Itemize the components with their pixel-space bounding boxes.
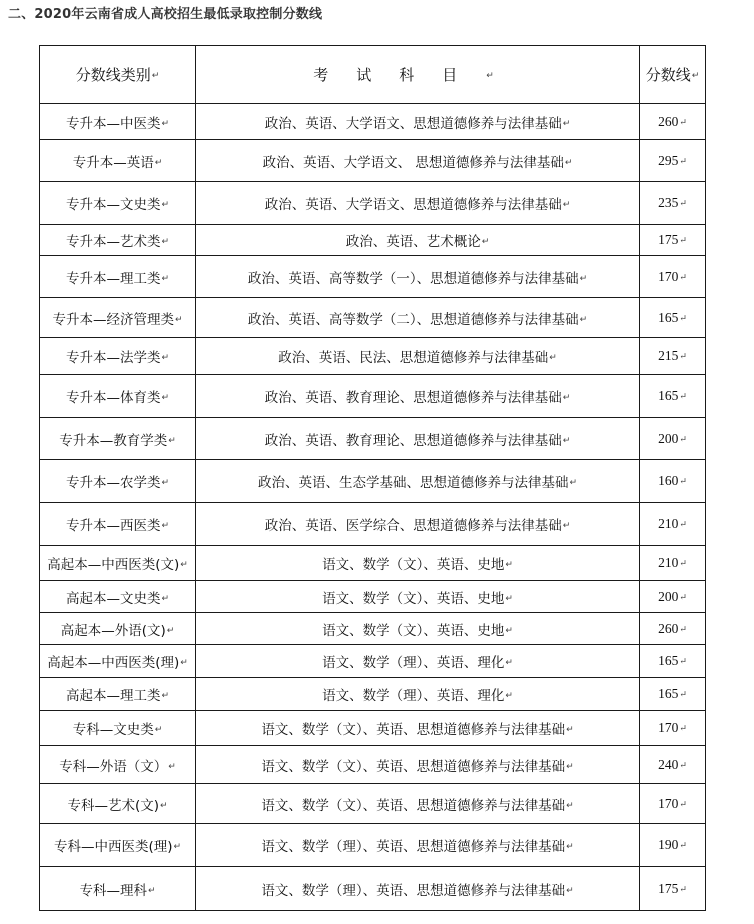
cell-subjects-text: 政治、英语、教育理论、思想道德修养与法律基础 [264, 432, 562, 449]
cell-category-text: 专科—文史类 [72, 722, 154, 738]
return-mark: ↵ [562, 393, 571, 403]
return-mark: ↵ [564, 157, 573, 168]
cell-category-text: 专升本—体育类 [65, 390, 161, 406]
cell-category [40, 867, 196, 911]
cell-category [40, 460, 196, 503]
cell-subjects-text: 政治、英语、生态学基础、思想道德修养与法律基础 [257, 475, 569, 491]
return-mark: ↵ [679, 656, 687, 667]
cell-category-text: 高起本—外语(文) [60, 622, 166, 639]
table-row [40, 784, 706, 824]
cell-subjects-text: 语文、数学（理）、英语、思想道德修养与法律基础 [261, 882, 566, 899]
cell-subjects-text: 语文、数学（理）、英语、思想道德修养与法律基础 [261, 839, 566, 855]
cell-subjects-text: 政治、英语、教育理论、思想道德修养与法律基础 [264, 390, 562, 406]
return-mark: ↵ [679, 591, 687, 602]
return-mark: ↵ [161, 478, 170, 488]
return-mark: ↵ [679, 558, 687, 569]
cell-category-text: 专科—外语（文） [59, 758, 168, 775]
cell-category-text: 专升本—英语 [72, 154, 154, 171]
return-mark: ↵ [562, 118, 571, 129]
return-mark: ↵ [161, 237, 170, 247]
return-mark: ↵ [549, 353, 557, 363]
cell-subjects-text: 语文、数学（文）、英语、思想道德修养与法律基础 [261, 797, 566, 814]
cell-subjects-text: 政治、英语、高等数学（二）、思想道德修养与法律基础 [247, 311, 579, 328]
cell-category [40, 645, 196, 678]
cell-category-text: 高起本—中西医类(文) [47, 557, 180, 573]
cell-subjects [196, 503, 640, 546]
cell-subjects-text: 政治、英语、医学综合、思想道德修养与法律基础 [264, 518, 562, 534]
cell-subjects [196, 182, 640, 225]
return-mark: ↵ [161, 353, 170, 363]
cell-category-text: 专升本—中医类 [65, 115, 161, 132]
cell-subjects [196, 418, 640, 460]
cell-subjects [196, 104, 640, 140]
return-mark: ↵ [679, 155, 687, 166]
table-row [40, 503, 706, 546]
cell-category-text: 专升本—教育学类 [59, 432, 168, 449]
return-mark: ↵ [579, 314, 588, 325]
return-mark: ↵ [679, 883, 687, 894]
table-row [40, 418, 706, 460]
cell-score [640, 182, 706, 225]
cell-category [40, 298, 196, 338]
return-mark: ↵ [679, 351, 687, 362]
header-subjects: 考试科目↵ [196, 46, 640, 104]
cell-subjects [196, 645, 640, 678]
cell-category [40, 225, 196, 256]
return-mark: ↵ [147, 885, 156, 896]
table-row [40, 824, 706, 867]
return-mark: ↵ [679, 312, 687, 323]
cell-category [40, 256, 196, 298]
cell-score-text: 260 [658, 113, 679, 129]
return-mark: ↵ [679, 519, 687, 530]
cell-subjects-text: 政治、英语、大学语文、 思想道德修养与法律基础 [262, 154, 564, 171]
return-mark: ↵ [566, 885, 574, 896]
cell-score [640, 613, 706, 645]
return-mark: ↵ [679, 689, 687, 700]
return-mark: ↵ [161, 393, 170, 403]
cell-score-text: 210 [658, 555, 679, 570]
return-mark: ↵ [679, 116, 687, 127]
table-row [40, 613, 706, 645]
return-mark: ↵ [160, 800, 168, 811]
cell-category-text: 专升本—艺术类 [65, 234, 161, 250]
page-title: 二、2020年云南省成人高校招生最低录取控制分数线 [8, 7, 323, 22]
return-mark: ↵ [173, 842, 182, 852]
table-row [40, 460, 706, 503]
table-row [40, 678, 706, 711]
cell-subjects [196, 225, 640, 256]
cell-score-text: 170 [658, 795, 679, 811]
cell-score-text: 190 [658, 837, 679, 852]
return-mark: ↵ [691, 70, 700, 81]
return-mark: ↵ [161, 521, 170, 531]
cell-category [40, 182, 196, 225]
cell-category [40, 338, 196, 375]
cell-subjects [196, 613, 640, 645]
header-score: 分数线↵ [640, 46, 706, 104]
cell-category-text: 专升本—西医类 [65, 518, 161, 534]
cell-subjects [196, 824, 640, 867]
cell-category [40, 678, 196, 711]
return-mark: ↵ [486, 70, 522, 81]
table-row [40, 546, 706, 581]
cell-category [40, 140, 196, 182]
cell-score [640, 140, 706, 182]
return-mark: ↵ [566, 800, 574, 811]
cell-score-text: 160 [658, 473, 679, 488]
table-row [40, 338, 706, 375]
cell-category-text: 高起本—中西医类(理) [47, 655, 180, 671]
return-mark: ↵ [569, 478, 578, 488]
cell-score [640, 503, 706, 546]
return-mark: ↵ [168, 761, 176, 772]
cell-score-text: 210 [658, 516, 679, 531]
return-mark: ↵ [154, 725, 163, 735]
return-mark: ↵ [505, 593, 513, 604]
cell-score [640, 256, 706, 298]
cell-category [40, 613, 196, 645]
cell-subjects [196, 338, 640, 375]
cell-score-text: 240 [658, 756, 679, 772]
cell-subjects [196, 581, 640, 613]
cell-subjects-text: 政治、英语、高等数学（一）、思想道德修养与法律基础 [247, 270, 579, 287]
cell-subjects [196, 460, 640, 503]
cell-score-text: 175 [658, 232, 679, 247]
cell-subjects [196, 298, 640, 338]
cell-subjects [196, 256, 640, 298]
cell-subjects [196, 867, 640, 911]
return-mark: ↵ [505, 658, 513, 668]
return-mark: ↵ [679, 723, 687, 734]
cell-subjects-text: 政治、英语、艺术概论 [345, 234, 481, 250]
cell-subjects-text: 语文、数学（文）、英语、史地 [322, 590, 505, 607]
return-mark: ↵ [566, 725, 574, 735]
return-mark: ↵ [679, 623, 687, 634]
table-row [40, 225, 706, 256]
cell-subjects [196, 375, 640, 418]
table-row [40, 711, 706, 746]
return-mark: ↵ [562, 435, 571, 446]
cell-score [640, 678, 706, 711]
cell-score-text: 215 [658, 348, 679, 363]
return-mark: ↵ [566, 842, 574, 852]
return-mark: ↵ [505, 691, 513, 701]
table-row [40, 867, 706, 911]
cell-category [40, 375, 196, 418]
return-mark: ↵ [161, 273, 170, 284]
cell-category [40, 104, 196, 140]
return-mark: ↵ [174, 314, 183, 325]
cell-score [640, 784, 706, 824]
cell-category-text: 专升本—农学类 [65, 475, 161, 491]
cell-score [640, 375, 706, 418]
return-mark: ↵ [505, 625, 513, 636]
cell-category-text: 专科—中西医类(理) [53, 839, 173, 855]
return-mark: ↵ [679, 198, 687, 209]
return-mark: ↵ [161, 593, 170, 604]
table-row [40, 104, 706, 140]
cell-subjects-text: 语文、数学（文）、英语、思想道德修养与法律基础 [261, 722, 566, 738]
cell-score-text: 170 [658, 720, 679, 735]
return-mark: ↵ [579, 273, 588, 284]
cell-subjects [196, 784, 640, 824]
header-category: 分数线类别↵ [40, 46, 196, 104]
cell-score-text: 165 [658, 653, 679, 668]
cell-score-text: 235 [658, 195, 679, 210]
cell-category-text: 专升本—理工类 [65, 270, 161, 287]
score-table [39, 45, 706, 911]
return-mark: ↵ [161, 200, 170, 210]
cell-score [640, 824, 706, 867]
cell-score-text: 170 [658, 268, 679, 284]
cell-score [640, 581, 706, 613]
return-mark: ↵ [679, 433, 687, 444]
cell-category [40, 503, 196, 546]
table-row [40, 256, 706, 298]
cell-subjects-text: 政治、英语、大学语文、思想道德修养与法律基础 [264, 197, 562, 213]
cell-category [40, 418, 196, 460]
table-body [40, 104, 706, 911]
return-mark: ↵ [679, 840, 687, 851]
cell-score [640, 104, 706, 140]
cell-category-text: 专科—艺术(文) [67, 797, 159, 814]
cell-score [640, 298, 706, 338]
return-mark: ↵ [562, 521, 571, 531]
cell-category-text: 高起本—理工类 [65, 688, 161, 704]
cell-category [40, 546, 196, 581]
cell-score-text: 165 [658, 686, 679, 701]
table-row [40, 645, 706, 678]
return-mark: ↵ [566, 761, 574, 772]
cell-subjects-text: 语文、数学（理）、英语、理化 [322, 655, 505, 671]
cell-score [640, 645, 706, 678]
return-mark: ↵ [151, 70, 160, 81]
return-mark: ↵ [161, 691, 170, 701]
cell-category [40, 824, 196, 867]
return-mark: ↵ [168, 435, 176, 446]
cell-score-text: 200 [658, 430, 679, 446]
cell-subjects-text: 政治、英语、民法、思想道德修养与法律基础 [278, 350, 549, 366]
table-row [40, 182, 706, 225]
return-mark: ↵ [679, 235, 687, 246]
return-mark: ↵ [166, 625, 175, 636]
cell-score [640, 418, 706, 460]
table-row [40, 140, 706, 182]
cell-category-text: 专升本—法学类 [65, 350, 161, 366]
cell-score [640, 225, 706, 256]
cell-category [40, 746, 196, 784]
cell-score [640, 546, 706, 581]
return-mark: ↵ [180, 658, 188, 668]
return-mark: ↵ [679, 271, 687, 282]
cell-category-text: 专升本—经济管理类 [52, 311, 174, 328]
cell-score-text: 165 [658, 388, 679, 403]
return-mark: ↵ [679, 391, 687, 402]
cell-score-text: 165 [658, 309, 679, 325]
cell-subjects-text: 语文、数学（文）、英语、史地 [322, 622, 505, 639]
cell-category-text: 高起本—文史类 [65, 590, 161, 607]
return-mark: ↵ [481, 237, 490, 247]
return-mark: ↵ [180, 560, 188, 570]
return-mark: ↵ [562, 200, 571, 210]
cell-category [40, 784, 196, 824]
cell-score [640, 460, 706, 503]
cell-score [640, 746, 706, 784]
return-mark: ↵ [505, 560, 513, 570]
table-row [40, 298, 706, 338]
cell-subjects [196, 546, 640, 581]
cell-score [640, 338, 706, 375]
cell-category [40, 581, 196, 613]
cell-score-text: 260 [658, 620, 679, 636]
cell-subjects-text: 政治、英语、大学语文、思想道德修养与法律基础 [264, 115, 562, 132]
cell-score-text: 200 [658, 588, 679, 604]
table-row [40, 375, 706, 418]
return-mark: ↵ [679, 759, 687, 770]
table-header-row [40, 46, 706, 104]
cell-subjects [196, 140, 640, 182]
cell-score [640, 711, 706, 746]
cell-subjects [196, 678, 640, 711]
cell-subjects [196, 746, 640, 784]
cell-category [40, 711, 196, 746]
cell-subjects [196, 711, 640, 746]
cell-subjects-text: 语文、数学（理）、英语、理化 [322, 688, 505, 704]
cell-subjects-text: 语文、数学（文）、英语、史地 [322, 557, 505, 573]
cell-subjects-text: 语文、数学（文）、英语、思想道德修养与法律基础 [261, 758, 566, 775]
table-row [40, 581, 706, 613]
return-mark: ↵ [679, 798, 687, 809]
cell-score-text: 175 [658, 880, 679, 896]
table-row [40, 746, 706, 784]
cell-category-text: 专科—理科 [79, 882, 147, 899]
return-mark: ↵ [161, 118, 170, 129]
return-mark: ↵ [154, 157, 163, 168]
cell-score-text: 295 [658, 152, 679, 168]
cell-category-text: 专升本—文史类 [65, 197, 161, 213]
cell-score [640, 867, 706, 911]
return-mark: ↵ [679, 476, 687, 487]
